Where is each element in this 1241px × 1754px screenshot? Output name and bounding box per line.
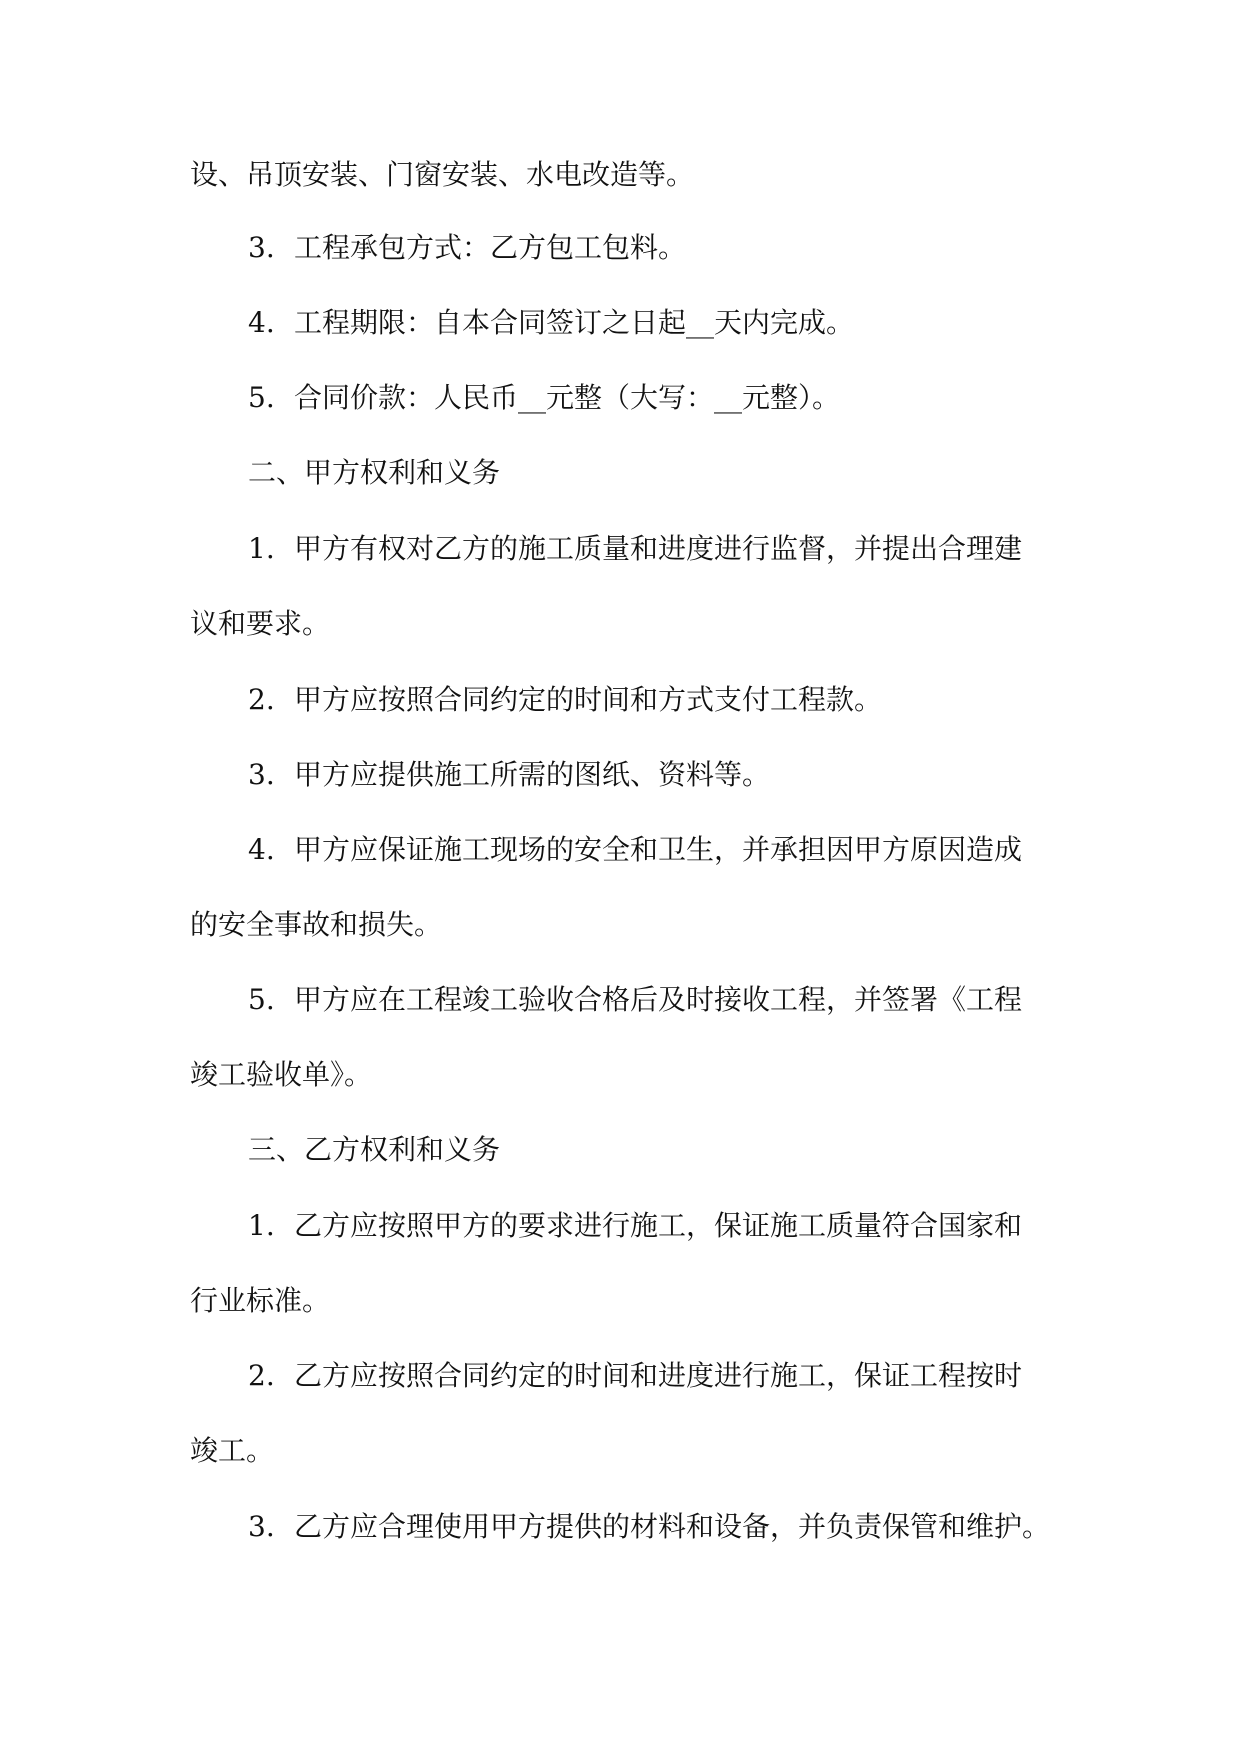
item-number: 3. — [248, 758, 275, 791]
item-number: 3. — [248, 1510, 275, 1543]
list-item — [248, 303, 854, 343]
item-number: 2. — [248, 683, 275, 716]
list-item — [248, 1356, 1022, 1396]
paragraph-line — [190, 1431, 274, 1471]
item-number: 2. — [248, 1359, 275, 1392]
section-heading-text: 三、乙方权利和义务 — [248, 1133, 501, 1166]
item-text: 甲方应按照合同约定的时间和方式支付工程款。 — [294, 683, 883, 716]
line-text: 议和要求。 — [190, 607, 331, 640]
item-number: 1. — [248, 532, 275, 565]
paragraph-line — [190, 1281, 330, 1321]
item-text: 乙方应按照甲方的要求进行施工，保证施工质量符合国家和 — [294, 1209, 1023, 1242]
list-item — [248, 1507, 1050, 1547]
list-item — [248, 1206, 1022, 1246]
item-text: 合同价款：人民币__元整（大写：__元整）。 — [294, 381, 841, 414]
list-item — [248, 378, 840, 418]
item-text: 甲方有权对乙方的施工质量和进度进行监督，并提出合理建 — [294, 532, 1023, 565]
item-number: 5. — [248, 983, 275, 1016]
list-item — [248, 529, 1022, 569]
item-text: 乙方应按照合同约定的时间和进度进行施工，保证工程按时 — [294, 1359, 1023, 1392]
paragraph-line — [190, 155, 694, 195]
item-text: 乙方应合理使用甲方提供的材料和设备，并负责保管和维护。 — [294, 1510, 1051, 1543]
line-text: 竣工验收单》。 — [190, 1058, 373, 1091]
list-item — [248, 980, 1022, 1020]
item-text: 甲方应保证施工现场的安全和卫生，并承担因甲方原因造成 — [294, 833, 1023, 866]
list-item — [248, 680, 882, 720]
line-text: 设、吊顶安装、门窗安装、水电改造等。 — [190, 158, 695, 191]
line-text: 竣工。 — [190, 1434, 275, 1467]
item-number: 5. — [248, 381, 275, 414]
line-text: 的安全事故和损失。 — [190, 908, 443, 941]
item-text: 甲方应在工程竣工验收合格后及时接收工程，并签署《工程 — [294, 983, 1023, 1016]
item-text: 工程期限：自本合同签订之日起__天内完成。 — [294, 306, 855, 339]
item-number: 1. — [248, 1209, 275, 1242]
section-heading-text: 二、甲方权利和义务 — [248, 456, 501, 489]
section-heading — [248, 453, 500, 493]
paragraph-line — [190, 604, 330, 644]
item-text: 工程承包方式：乙方包工包料。 — [294, 231, 687, 264]
section-heading — [248, 1130, 500, 1170]
list-item — [248, 755, 770, 795]
list-item — [248, 228, 686, 268]
paragraph-line — [190, 1055, 372, 1095]
item-number: 4. — [248, 833, 275, 866]
line-text: 行业标准。 — [190, 1284, 331, 1317]
item-number: 3. — [248, 231, 275, 264]
item-number: 4. — [248, 306, 275, 339]
item-text: 甲方应提供施工所需的图纸、资料等。 — [294, 758, 771, 791]
paragraph-line — [190, 905, 442, 945]
list-item — [248, 830, 1022, 870]
